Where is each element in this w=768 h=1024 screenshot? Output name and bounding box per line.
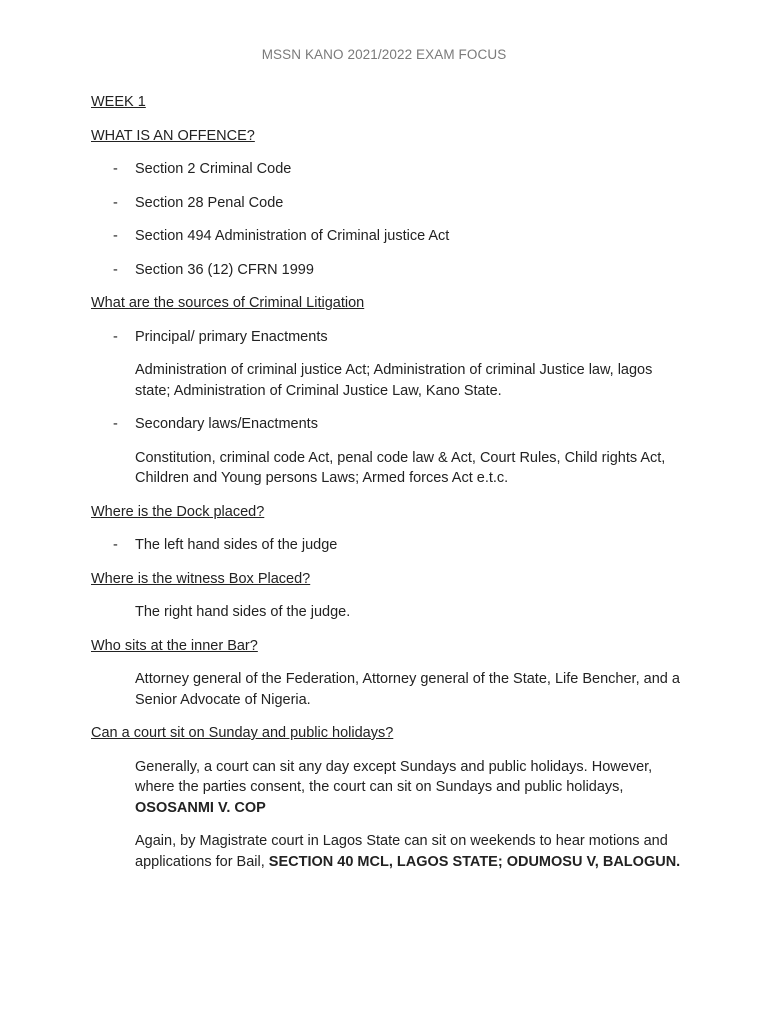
bullet-dash: - bbox=[113, 261, 118, 278]
bullet-dash: - bbox=[113, 228, 118, 244]
witness-paragraph: The right hand sides of the judge. bbox=[135, 604, 351, 620]
bullet-dash: - bbox=[113, 537, 118, 553]
dock-heading: Where is the Dock placed? bbox=[91, 503, 265, 520]
list-item bbox=[91, 159, 691, 180]
bullet-dash: - bbox=[113, 328, 118, 345]
sunday-paragraph-1 bbox=[91, 757, 691, 819]
bullet-text: Section 36 (12) CFRN 1999 bbox=[135, 261, 314, 278]
sunday-paragraph-2-text: Again, by Magistrate court in Lagos State can sit on weekends to hear motions and applications for Bail, bbox=[135, 833, 668, 870]
list-item bbox=[91, 260, 691, 281]
bullet-dash: - bbox=[113, 161, 118, 177]
bullet-text: Section 494 Administration of Criminal justice Act bbox=[135, 228, 450, 244]
bullet-text: Principal/ primary Enactments bbox=[135, 328, 328, 345]
case-citation: OSOSANMI V. COP bbox=[135, 799, 266, 816]
week-heading: WEEK 1 bbox=[91, 94, 146, 110]
sources-heading: What are the sources of Criminal Litigation bbox=[91, 295, 365, 311]
list-item bbox=[91, 193, 691, 214]
list-item bbox=[91, 414, 691, 435]
inner-bar-heading: Who sits at the inner Bar? bbox=[91, 637, 258, 654]
sunday-paragraph-2 bbox=[91, 831, 691, 872]
witness-heading: Where is the witness Box Placed? bbox=[91, 570, 311, 587]
bullet-dash: - bbox=[113, 194, 118, 211]
list-item bbox=[91, 535, 691, 556]
sources-paragraph-primary: Administration of criminal justice Act; Administration of criminal Justice law, lagos state; Administration of Criminal Justice Law, Kano State. bbox=[135, 362, 653, 399]
bullet-text: Secondary laws/Enactments bbox=[135, 416, 318, 432]
offence-heading: WHAT IS AN OFFENCE? bbox=[91, 127, 255, 144]
document-body bbox=[91, 92, 691, 885]
list-item bbox=[91, 327, 691, 348]
case-citation: SECTION 40 MCL, LAGOS STATE; ODUMOSU V, BALOGUN. bbox=[268, 853, 681, 870]
inner-bar-paragraph: Attorney general of the Federation, Attorney general of the State, Life Bencher, and a Senior Advocate of Nigeria. bbox=[135, 671, 680, 708]
bullet-dash: - bbox=[113, 416, 118, 432]
sources-paragraph-secondary: Constitution, criminal code Act, penal code law & Act, Court Rules, Child rights Act, Children and Young persons Laws; Armed forces Act e.t.c. bbox=[135, 449, 666, 486]
list-item bbox=[91, 226, 691, 247]
bullet-text: Section 2 Criminal Code bbox=[135, 161, 292, 177]
bullet-text: Section 28 Penal Code bbox=[135, 194, 284, 211]
sunday-heading: Can a court sit on Sunday and public holidays? bbox=[91, 725, 394, 741]
sunday-paragraph-1-text: Generally, a court can sit any day except Sundays and public holidays. However, where the parties consent, the court can sit on Sundays and public holidays, bbox=[135, 758, 653, 795]
page-header: MSSN KANO 2021/2022 EXAM FOCUS bbox=[261, 47, 507, 62]
bullet-text: The left hand sides of the judge bbox=[135, 537, 338, 553]
